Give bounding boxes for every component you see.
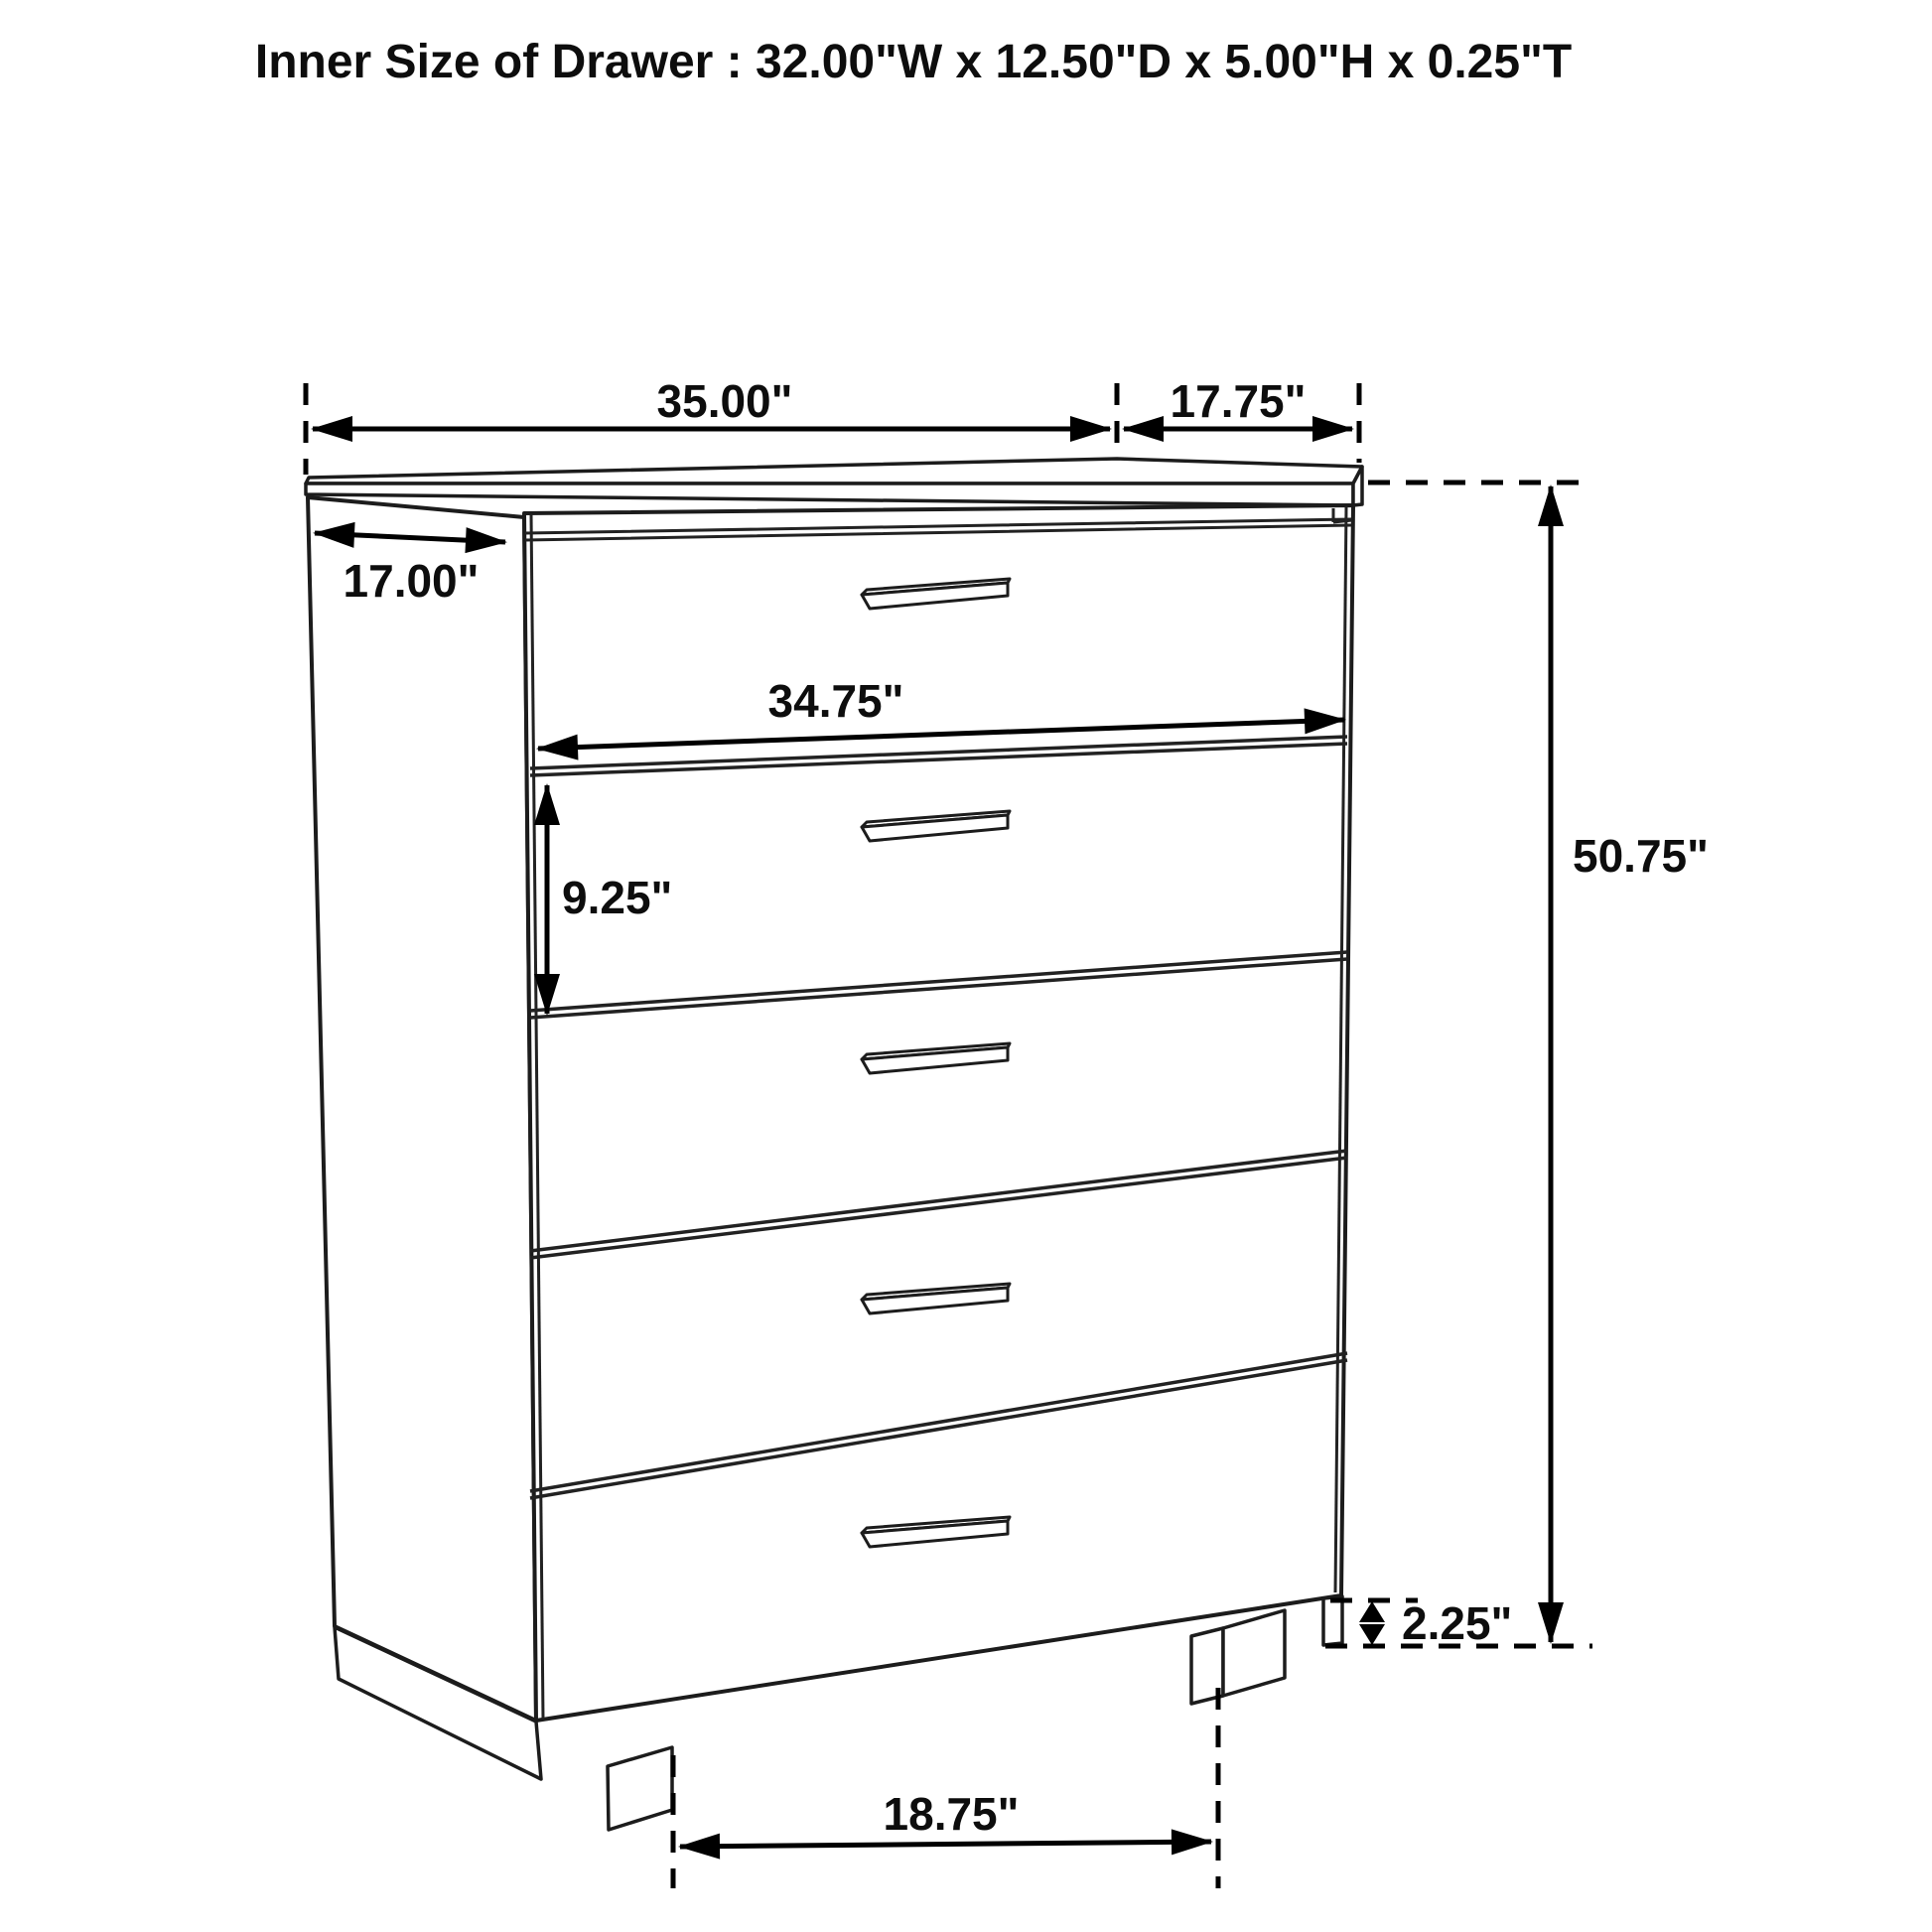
dim-overall-height	[1368, 483, 1709, 1642]
dim-feet-span	[673, 1688, 1218, 1888]
left-front-foot	[608, 1747, 672, 1830]
dimension-arrow	[680, 1842, 1211, 1847]
top-width-label: 35.00"	[656, 375, 793, 427]
mini-arrow-up	[1359, 1601, 1385, 1622]
dim-top-width	[306, 375, 1117, 475]
foot-height-label: 2.25"	[1402, 1597, 1513, 1649]
feet-span-label: 18.75"	[883, 1788, 1020, 1840]
dim-top-depth	[1124, 375, 1359, 463]
side-panel	[308, 497, 536, 1721]
right-front-foot-side	[1223, 1610, 1285, 1696]
overall-height-label: 50.75"	[1573, 830, 1709, 882]
diagram-title: Inner Size of Drawer : 32.00"W x 12.50"D x 5.00"H x 0.25"T	[254, 36, 1573, 88]
side-depth-label: 17.00"	[343, 555, 480, 607]
drawer-width-label: 34.75"	[767, 675, 904, 727]
top-panel-front	[306, 483, 1353, 505]
top-depth-label: 17.75"	[1170, 375, 1307, 427]
top-panel-surface	[306, 459, 1362, 483]
drawer-height-label: 9.25"	[562, 872, 673, 923]
chest-body	[306, 459, 1362, 1830]
mini-arrow-down	[1359, 1624, 1385, 1645]
right-corner-foot	[1323, 1596, 1342, 1645]
